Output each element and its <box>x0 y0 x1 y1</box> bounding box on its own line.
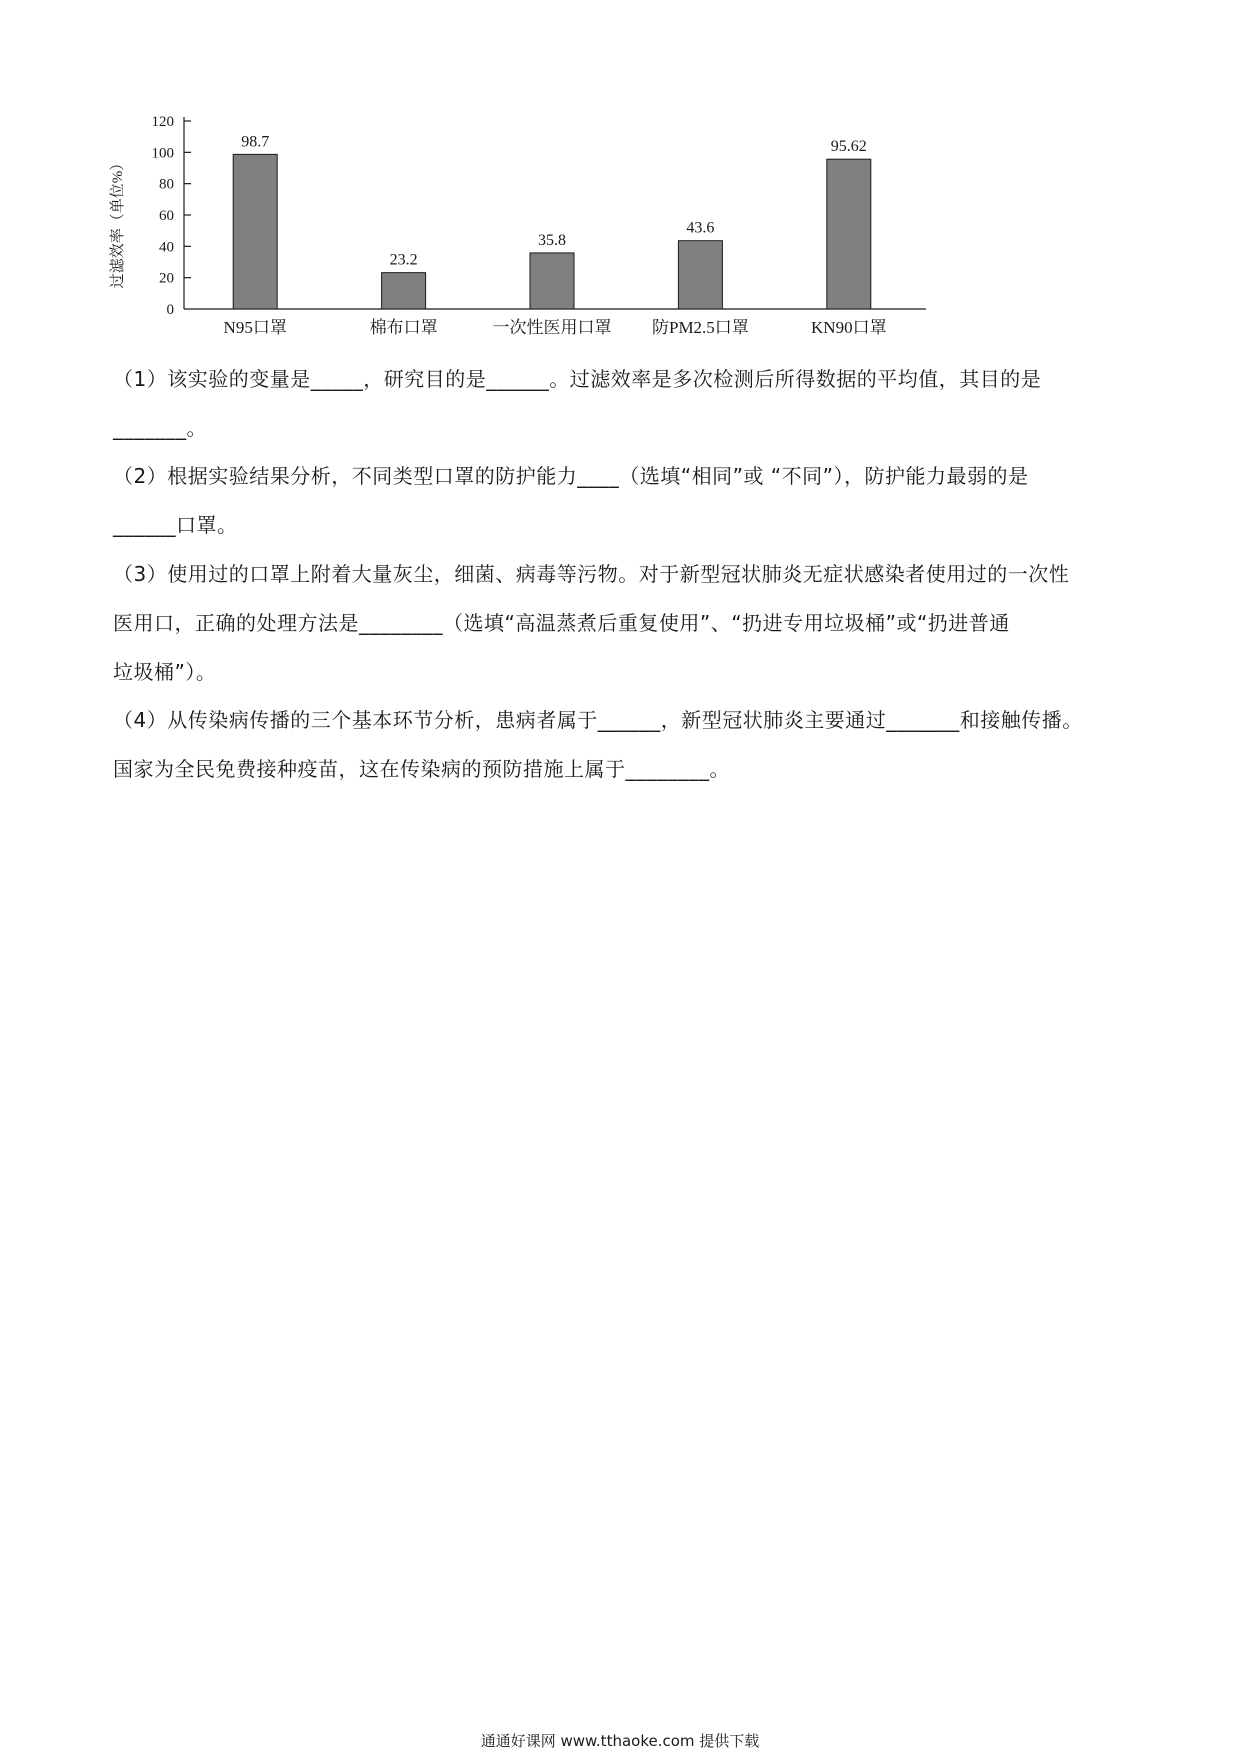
y-axis-label: 过滤效率（单位%） <box>110 155 126 289</box>
data-label: 95.62 <box>830 138 867 156</box>
bar <box>678 241 722 309</box>
question-3-line-2: 医用口，正确的处理方法是________（选填“高温蒸煮后重复使用”、“扔进专用垃圾桶”或“扔进普通 <box>113 611 1010 635</box>
question-1-line-1: （1）该实验的变量是_____，研究目的是______。过滤效率是多次检测后所得数据的平均值，其目的是 <box>113 367 1042 391</box>
category-label: KN90口罩 <box>811 318 887 337</box>
bar-chart <box>100 100 940 340</box>
bar <box>530 253 574 309</box>
y-tick-label: 60 <box>159 208 174 224</box>
question-4-line-2: 国家为全民免费接种疫苗，这在传染病的预防措施上属于________。 <box>113 757 730 781</box>
question-3-line-3: 垃圾桶”）。 <box>113 660 217 684</box>
y-tick-label: 20 <box>159 270 174 287</box>
y-tick-label: 120 <box>151 114 174 130</box>
page-footer: 通通好课网 www.tthaoke.com 提供下载 <box>480 1732 760 1750</box>
data-label: 35.8 <box>538 231 566 249</box>
category-label: N95口罩 <box>223 318 287 337</box>
chart-labels <box>109 114 887 337</box>
bar <box>827 159 871 309</box>
data-label: 98.7 <box>241 133 270 151</box>
bar <box>382 273 426 309</box>
question-4-line-1: （4）从传染病传播的三个基本环节分析，患病者属于______，新型冠状肺炎主要通过_______和接触传播。 <box>113 708 1083 732</box>
question-2-line-2: ______口罩。 <box>113 513 238 537</box>
question-4 <box>113 696 1143 794</box>
data-label: 43.6 <box>686 219 715 237</box>
y-tick-label: 40 <box>159 239 174 256</box>
y-tick-label: 80 <box>159 176 174 193</box>
question-3 <box>113 550 1143 697</box>
question-1-line-2: _______。 <box>113 416 207 440</box>
category-label: 防PM2.5口罩 <box>651 318 749 337</box>
y-tick-label: 0 <box>166 302 174 318</box>
question-2-line-1: （2）根据实验结果分析，不同类型口罩的防护能力____（选填“相同”或 “不同”），防护能力最弱的是 <box>113 464 1029 488</box>
category-label: 棉布口罩 <box>369 318 438 337</box>
bar <box>233 154 277 309</box>
question-2 <box>113 452 1143 550</box>
data-label: 23.2 <box>389 251 418 269</box>
question-1 <box>113 355 1143 453</box>
category-label: 一次性医用口罩 <box>492 318 612 337</box>
y-tick-label: 100 <box>151 145 174 162</box>
question-3-line-1: （3）使用过的口罩上附着大量灰尘，细菌、病毒等污物。对于新型冠状肺炎无症状感染者使用过的一次性 <box>113 562 1070 586</box>
